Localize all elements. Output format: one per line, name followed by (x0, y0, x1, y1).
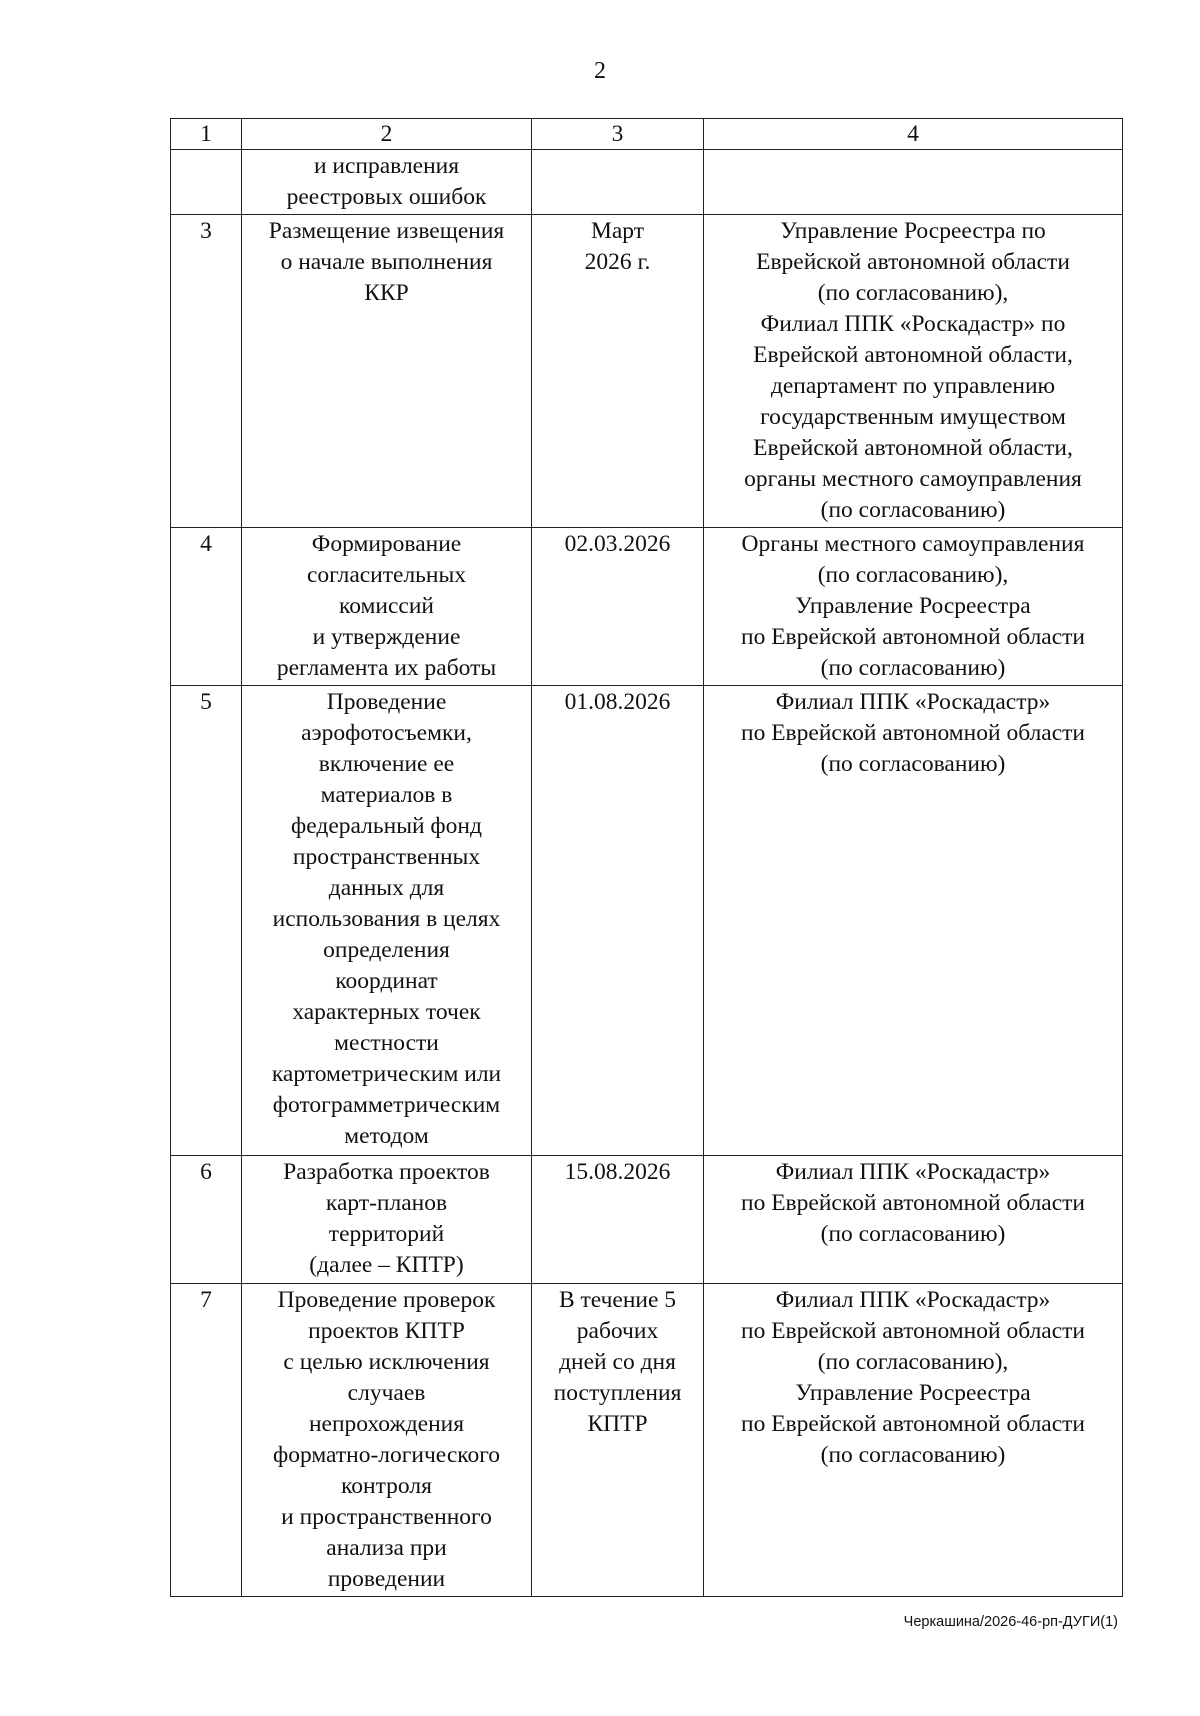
table-row (171, 686, 1123, 1156)
term-cell: 15.08.2026 (532, 1156, 704, 1284)
event-cell: Разработка проектов карт-планов территорий (далее – КПТР) (242, 1156, 532, 1284)
term-cell: В течение 5 рабочих дней со дня поступления КПТР (532, 1284, 704, 1597)
responsible-cell: Органы местного самоуправления (по согласованию), Управление Росреестра по Еврейской автономной области (по согласованию) (704, 528, 1123, 686)
event-cell: Размещение извещения о начале выполнения ККР (242, 215, 532, 528)
responsible-cell (704, 150, 1123, 215)
header-cell-1: 1 (171, 119, 242, 150)
table-row (171, 215, 1123, 528)
term-cell: 02.03.2026 (532, 528, 704, 686)
table-row (171, 150, 1123, 215)
row-number-cell: 4 (171, 528, 242, 686)
row-number-cell: 7 (171, 1284, 242, 1597)
term-cell: Март 2026 г. (532, 215, 704, 528)
responsible-cell: Филиал ППК «Роскадастр» по Еврейской автономной области (по согласованию) (704, 1156, 1123, 1284)
table-header-row (171, 119, 1123, 150)
term-cell: 01.08.2026 (532, 686, 704, 1156)
header-cell-4: 4 (704, 119, 1123, 150)
table-row (171, 1156, 1123, 1284)
event-cell: Проведение проверок проектов КПТР с целью исключения случаев непрохождения форматно-логического контроля и пространственного анализа при проведении (242, 1284, 532, 1597)
plan-table (170, 118, 1123, 1597)
document-reference-footer: Черкашина/2026-46-рп-ДУГИ(1) (903, 1614, 1118, 1630)
row-number-cell: 3 (171, 215, 242, 528)
row-number-cell (171, 150, 242, 215)
header-cell-2: 2 (242, 119, 532, 150)
table-row (171, 528, 1123, 686)
responsible-cell: Филиал ППК «Роскадастр» по Еврейской автономной области (по согласованию), Управление Росреестра по Еврейской автономной области (по согласованию) (704, 1284, 1123, 1597)
event-cell: Формирование согласительных комиссий и утверждение регламента их работы (242, 528, 532, 686)
row-number-cell: 5 (171, 686, 242, 1156)
responsible-cell: Филиал ППК «Роскадастр» по Еврейской автономной области (по согласованию) (704, 686, 1123, 1156)
row-number-cell: 6 (171, 1156, 242, 1284)
term-cell (532, 150, 704, 215)
header-cell-3: 3 (532, 119, 704, 150)
event-cell: Проведение аэрофотосъемки, включение ее материалов в федеральный фонд пространственных данных для использования в целях определения координат характерных точек местности картометрическим или фотограмметрическим методом (242, 686, 532, 1156)
responsible-cell: Управление Росреестра по Еврейской автономной области (по согласованию), Филиал ППК «Роскадастр» по Еврейской автономной области, департамент по управлению государственным имуществом Еврейской автономной области, органы местного самоуправления (по согласованию) (704, 215, 1123, 528)
table-row (171, 1284, 1123, 1597)
page-number: 2 (594, 58, 606, 84)
event-cell: и исправления реестровых ошибок (242, 150, 532, 215)
